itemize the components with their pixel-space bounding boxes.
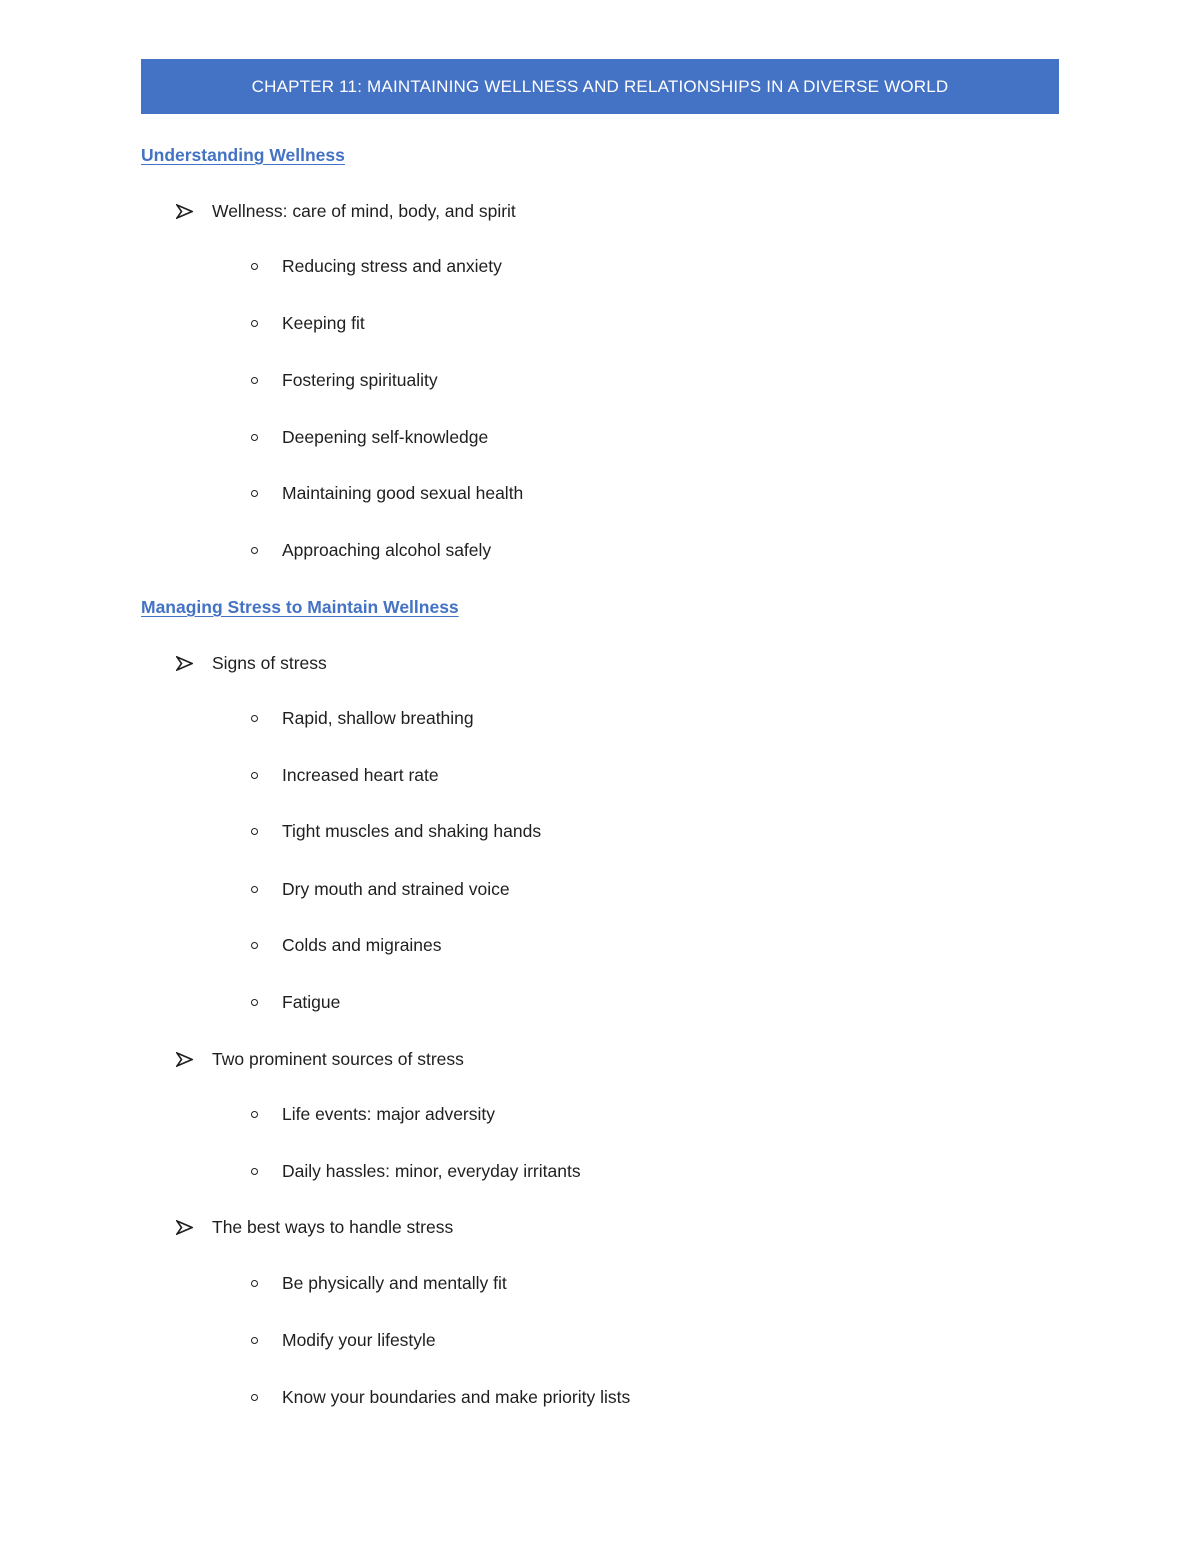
circle-bullet-icon	[251, 1280, 258, 1287]
list-item-label: Life events: major adversity	[282, 1103, 496, 1124]
list-item-label: Wellness: care of mind, body, and spirit	[212, 200, 516, 221]
list-item	[248, 481, 523, 505]
arrowhead-bullet-icon	[176, 204, 212, 219]
circle-bullet-icon	[251, 1111, 258, 1118]
circle-bullet-icon	[251, 715, 258, 722]
list-item-label: Reducing stress and anxiety	[282, 255, 502, 276]
list-item	[248, 1271, 507, 1295]
list-item	[176, 199, 516, 223]
circle-bullet-icon	[251, 942, 258, 949]
chapter-banner	[141, 59, 1059, 114]
circle-bullet-icon	[251, 263, 258, 270]
list-item-label: Keeping fit	[282, 312, 365, 333]
circle-bullet-icon	[251, 1168, 258, 1175]
list-item-label: Modify your lifestyle	[282, 1329, 436, 1350]
arrowhead-bullet-icon	[176, 656, 212, 671]
list-item	[248, 311, 365, 335]
arrowhead-bullet-icon	[176, 1220, 212, 1235]
circle-bullet-icon	[251, 772, 258, 779]
list-item	[248, 1159, 581, 1183]
list-item-label: Deepening self-knowledge	[282, 426, 489, 447]
list-item-label: Signs of stress	[212, 652, 327, 673]
list-item	[248, 933, 442, 957]
list-item-label: Approaching alcohol safely	[282, 539, 492, 560]
list-item	[248, 877, 510, 901]
circle-bullet-icon	[251, 547, 258, 554]
list-item	[248, 990, 340, 1014]
list-item	[248, 706, 474, 730]
arrowhead-bullet-icon	[176, 1052, 212, 1067]
list-item-label: Increased heart rate	[282, 764, 439, 785]
circle-bullet-icon	[251, 490, 258, 497]
list-item	[248, 1102, 495, 1126]
section-heading-managing-stress[interactable]: Managing Stress to Maintain Wellness	[141, 597, 459, 617]
list-item-label: Tight muscles and shaking hands	[282, 820, 542, 841]
list-item-label: Be physically and mentally fit	[282, 1272, 507, 1293]
list-item	[248, 1328, 436, 1352]
list-item-label: Maintaining good sexual health	[282, 482, 524, 503]
list-item-label: Colds and migraines	[282, 934, 442, 955]
list-item	[176, 1215, 453, 1239]
circle-bullet-icon	[251, 377, 258, 384]
list-item-label: The best ways to handle stress	[212, 1216, 454, 1237]
list-item	[248, 254, 502, 278]
list-item	[176, 1047, 464, 1071]
circle-bullet-icon	[251, 320, 258, 327]
list-item-label: Daily hassles: minor, everyday irritants	[282, 1160, 581, 1181]
chapter-title: CHAPTER 11: MAINTAINING WELLNESS AND RELATIONSHIPS IN A DIVERSE WORLD	[251, 76, 949, 96]
list-item-label: Fostering spirituality	[282, 369, 438, 390]
list-item-label: Fatigue	[282, 991, 341, 1012]
circle-bullet-icon	[251, 999, 258, 1006]
circle-bullet-icon	[251, 1337, 258, 1344]
list-item	[248, 763, 439, 787]
circle-bullet-icon	[251, 828, 258, 835]
list-item	[176, 651, 327, 675]
list-item	[248, 1385, 630, 1409]
list-item	[248, 425, 488, 449]
list-item-label: Rapid, shallow breathing	[282, 707, 474, 728]
list-item	[248, 368, 438, 392]
list-item-label: Two prominent sources of stress	[212, 1048, 464, 1069]
list-item-label: Know your boundaries and make priority lists	[282, 1386, 631, 1407]
list-item	[248, 819, 541, 843]
section-heading-understanding-wellness[interactable]: Understanding Wellness	[141, 145, 345, 165]
circle-bullet-icon	[251, 886, 258, 893]
circle-bullet-icon	[251, 434, 258, 441]
list-item-label: Dry mouth and strained voice	[282, 878, 510, 899]
circle-bullet-icon	[251, 1394, 258, 1401]
list-item	[248, 538, 491, 562]
